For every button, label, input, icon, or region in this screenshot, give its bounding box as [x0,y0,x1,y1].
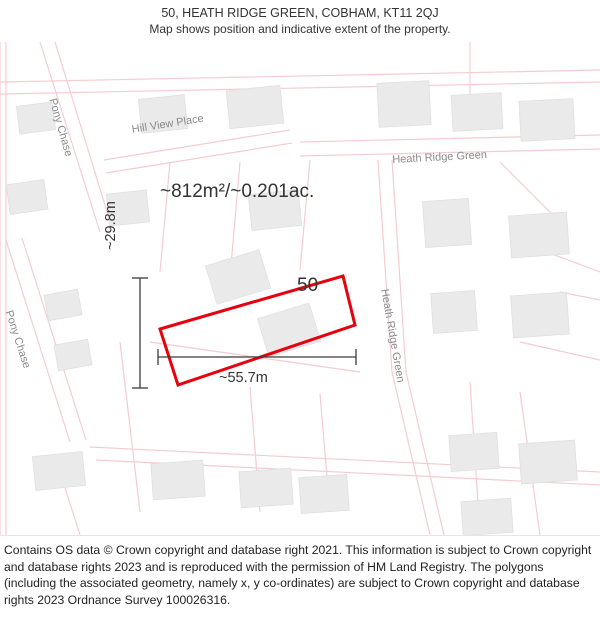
street-label-heath-ridge-green-upper: Heath Ridge Green [392,149,488,166]
page-subtitle: Map shows position and indicative extent of the property. [149,22,451,36]
area-label: ~812m²/~0.201ac. [160,181,315,202]
plot-number-label: 50 [297,275,319,296]
street-label-heath-ridge-green-vertical: Heath Ridge Green [378,288,407,384]
copyright-footer [0,535,600,625]
map-header [0,0,600,42]
street-label-pony-chase-upper: Pony Chase [46,97,75,158]
page-title: 50, HEATH RIDGE GREEN, COBHAM, KT11 2QJ [161,6,439,20]
map-canvas[interactable] [0,42,600,535]
height-dimension-label: ~29.8m [103,201,119,250]
copyright-text: Contains OS data © Crown copyright and database right 2021. This information is subject to Crown copyright and database rights 2023 and is reproduced with the permission of HM Land Registry. The polygons (including the associated geometry, namely x, y co-ordinates) are subject to Crown copyright and database rights 2023 Ordnance Survey 100026316. [4,543,592,607]
width-dimension-label: ~55.7m [219,370,268,386]
street-label-hill-view-place: Hill View Place [131,112,205,136]
street-label-pony-chase-lower: Pony Chase [2,309,33,370]
